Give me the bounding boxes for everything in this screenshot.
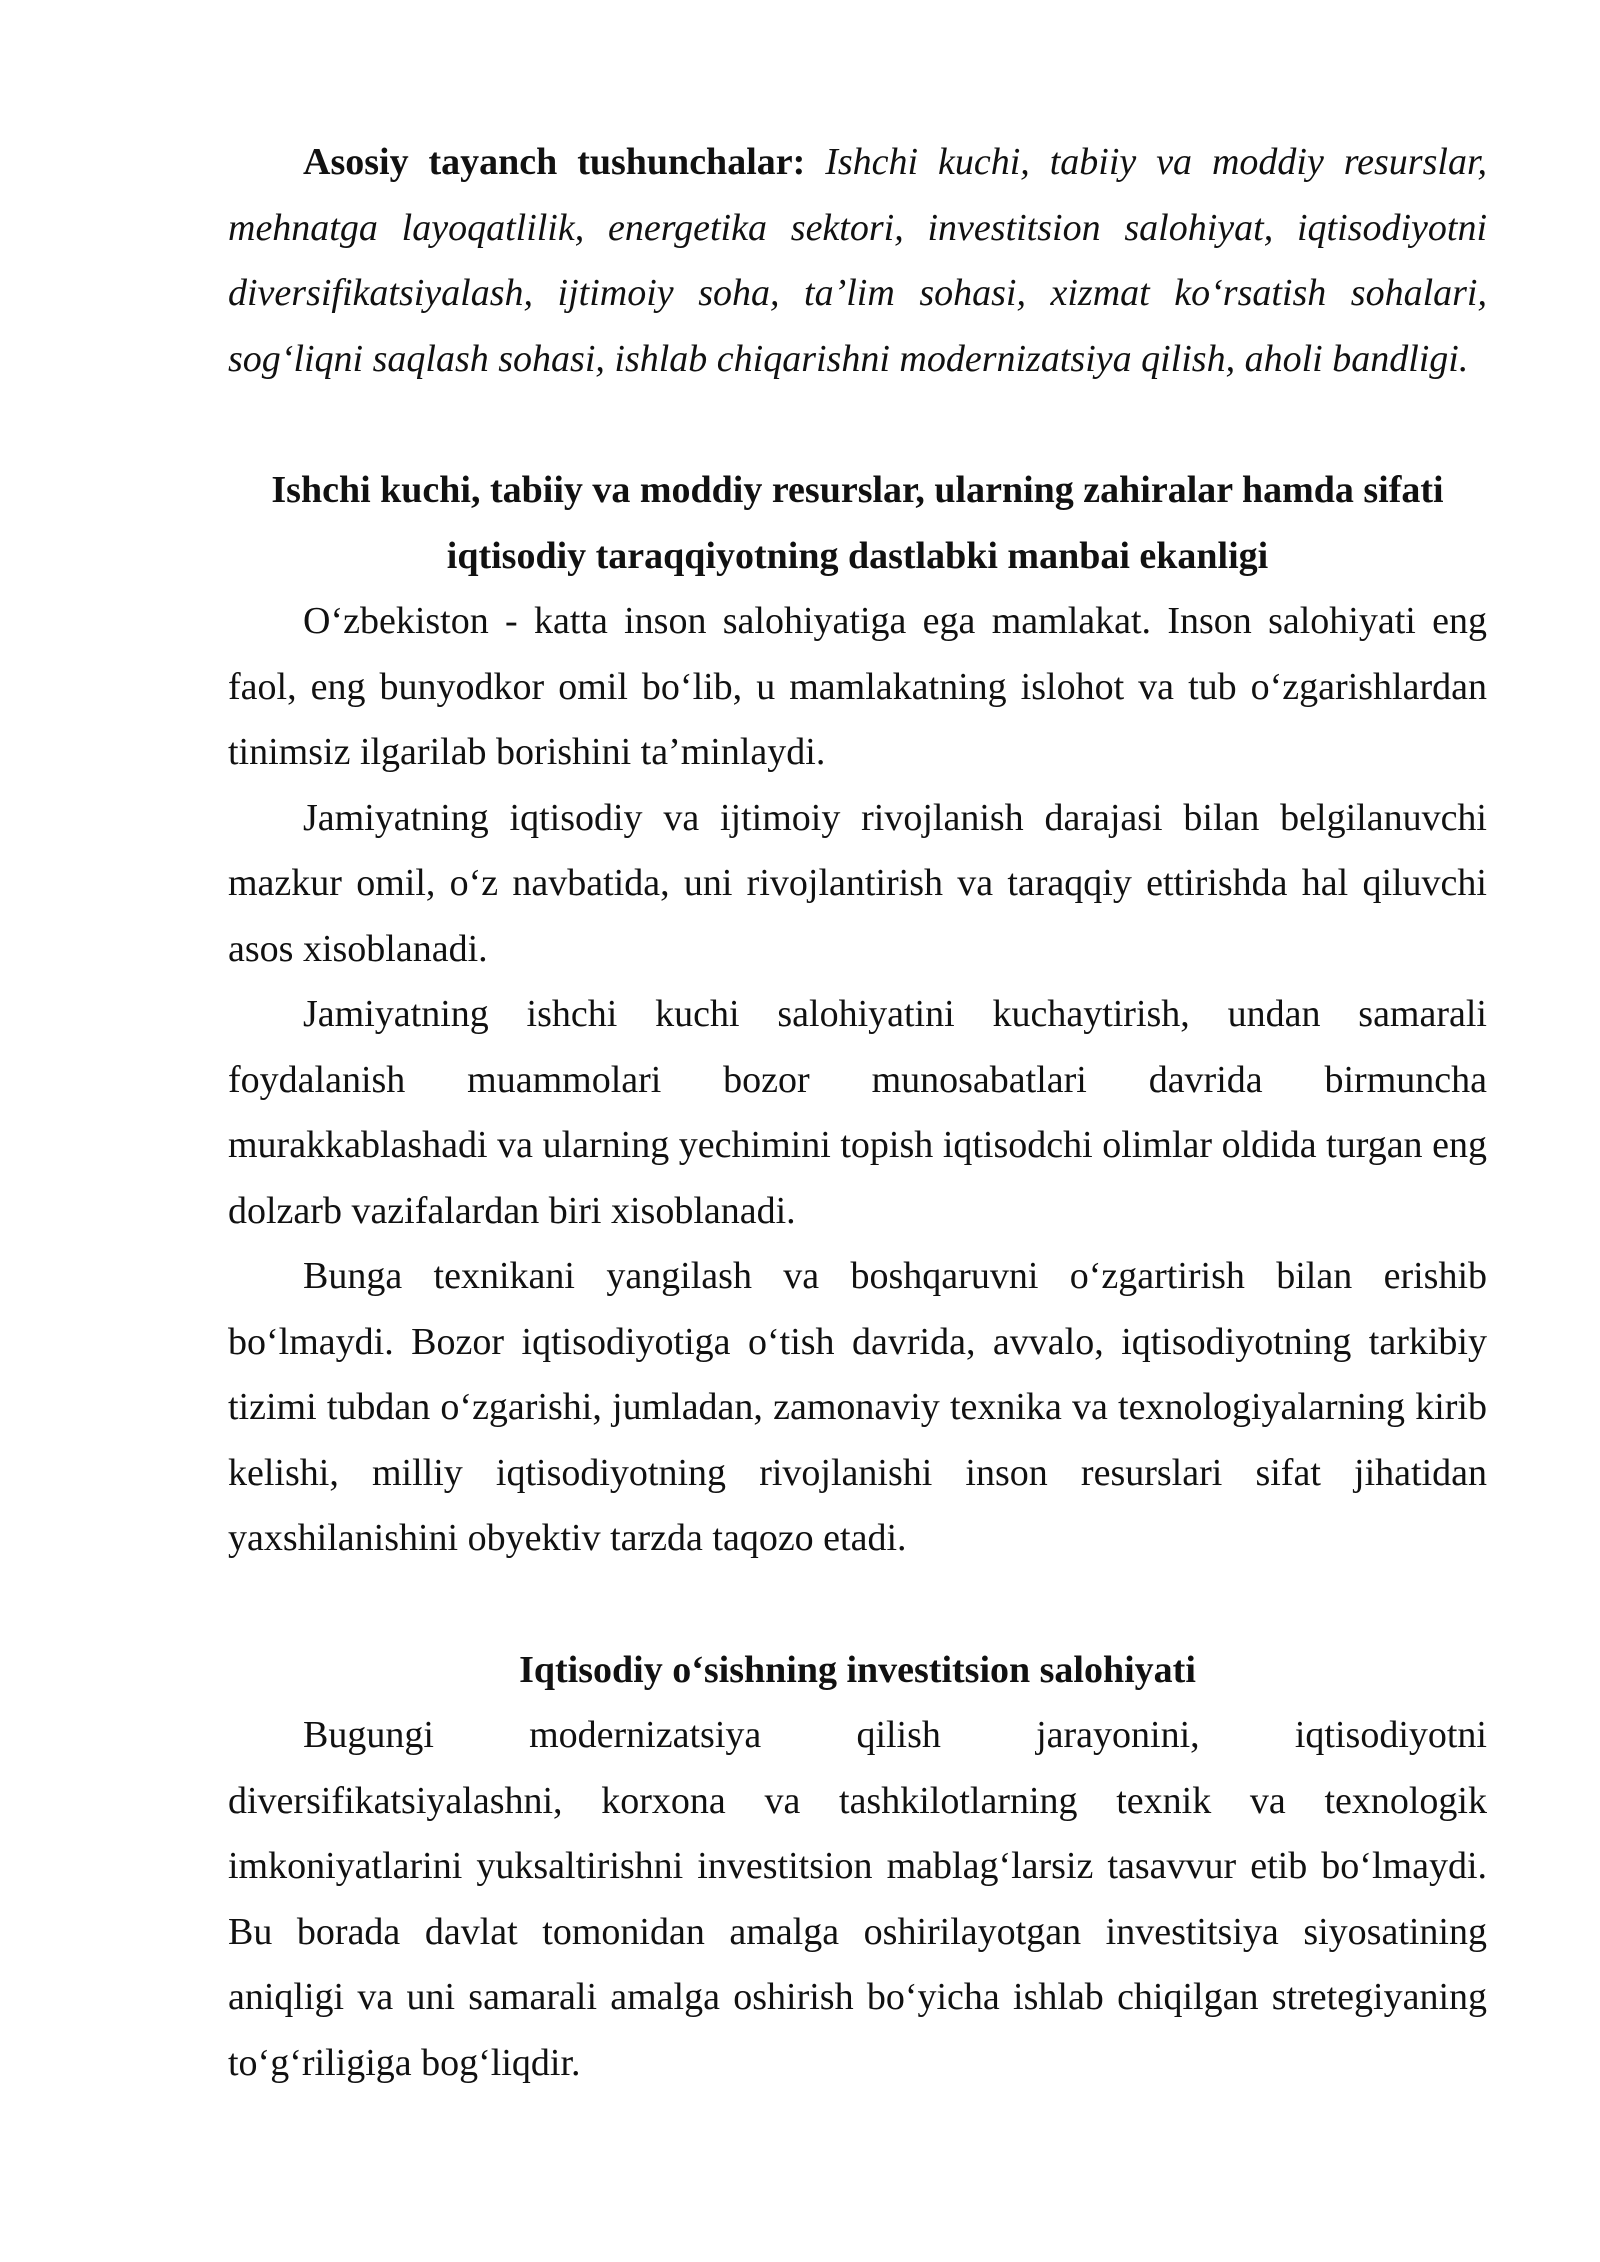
section-1-paragraph-2: Jamiyatning iqtisodiy va ijtimoiy rivojlanish darajasi bilan belgilanuvchi mazkur omil, o‘z navbatida, uni rivojlantirish va taraqqiy ettirishda hal qiluvchi asos xisoblanadi. bbox=[228, 796, 1487, 970]
section-1-paragraph-1: O‘zbekiston - katta inson salohiyatiga ega mamlakat. Inson salohiyati eng faol, eng bunyodkor omil bo‘lib, u mamlakatning islohot va tub o‘zgarishlardan tinimsiz ilgarilab borishini ta’minlaydi. bbox=[228, 600, 1487, 773]
section-spacer bbox=[228, 1572, 1487, 1638]
section-1-heading: Ishchi kuchi, tabiiy va moddiy resurslar, ularning zahiralar hamda sifati iqtisodiy taraqqiyotning dastlabki manbai ekanligi bbox=[271, 469, 1444, 577]
section-1-paragraph-4: Bunga texnikani yangilash va boshqaruvni o‘zgartirish bilan erishib bo‘lmaydi. Bozor iqtisodiyotiga o‘tish davrida, avvalo, iqtisodiyotning tarkibiy tizimi tubdan o‘zgarishi, jumladan, zamonaviy texnika va texnologiyalarning kirib kelishi, milliy iqtisodiyotning rivojlanishi inson resurslari sifat jihatidan yaxshilanishini obyektiv tarzda taqozo etadi. bbox=[228, 1255, 1487, 1559]
keywords-terms: Ishchi kuchi, tabiiy va moddiy resurslar, mehnatga layoqatlilik, energetika sektori, investitsion salohiyat, iqtisodiyotni diversifikatsiyalash, ijtimoiy soha, ta’lim sohasi, xizmat ko‘rsatish sohalari, sog‘liqni saqlash sohasi, ishlab chiqarishni modernizatsiya qilish, aholi bandligi. bbox=[228, 141, 1488, 380]
section-spacer bbox=[228, 392, 1487, 458]
section-2-heading: Iqtisodiy o‘sishning investitsion salohiyati bbox=[519, 1648, 1196, 1691]
keywords-paragraph bbox=[228, 130, 1487, 392]
keywords-label: Asosiy tayanch tushunchalar: bbox=[303, 141, 806, 183]
section-2-paragraph-1: Bugungi modernizatsiya qilish jarayonini, iqtisodiyotni diversifikatsiyalashni, korxona va tashkilotlarning texnik va texnologik imkoniyatlarini yuksaltirishni investitsion mablag‘larsiz tasavvur etib bo‘lmaydi. Bu borada davlat tomonidan amalga oshirilayotgan investitsiya siyosatining aniqligi va uni samarali amalga oshirish bo‘yicha ishlab chiqilgan stretegiyaning to‘g‘riligiga bog‘liqdir. bbox=[228, 1714, 1487, 2084]
document-page bbox=[228, 130, 1487, 2096]
section-1-paragraph-3: Jamiyatning ishchi kuchi salohiyatini kuchaytirish, undan samarali foydalanish muammolari bozor munosabatlari davrida birmuncha murakkablashadi va ularning yechimini topish iqtisodchi olimlar oldida turgan eng dolzarb vazifalardan biri xisoblanadi. bbox=[228, 993, 1487, 1232]
